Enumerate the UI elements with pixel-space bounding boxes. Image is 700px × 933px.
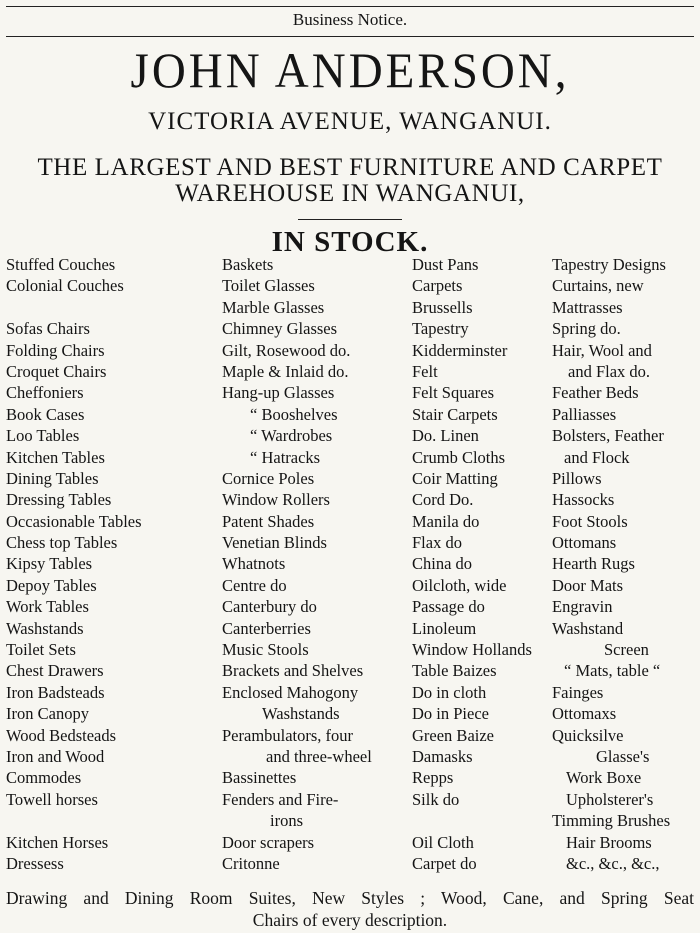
footer-line-1: Drawing and Dining Room Suites, New Styles ; Wood, Cane, and Spring Seat: [6, 888, 694, 908]
stock-item: Timming Brushes: [552, 811, 671, 831]
stock-item: Quicksilve: [552, 725, 624, 745]
stock-item: Music Stools: [222, 640, 309, 660]
stock-item: Colonial Couches: [6, 276, 124, 296]
stock-item: Door scrapers: [222, 832, 315, 852]
stock-item: Cheffoniers: [6, 383, 84, 403]
stock-item: Coir Matting: [412, 468, 498, 488]
stock-item: Linoleum: [412, 618, 477, 638]
stock-item: Engravin: [552, 597, 613, 617]
stock-column-2: [222, 254, 372, 874]
stock-item: Tapestry: [412, 319, 469, 339]
stock-item: Brussells: [412, 297, 473, 317]
stock-item: and three-wheel: [266, 746, 372, 766]
notice-rule: [6, 36, 694, 37]
stock-item: Mattrasses: [552, 297, 623, 317]
stock-item: Do. Linen: [412, 426, 479, 446]
stock-item: Kitchen Tables: [6, 447, 105, 467]
stock-item: Do in Piece: [412, 704, 489, 724]
stock-item: Perambulators, four: [222, 725, 354, 745]
stock-item: Washstand: [552, 618, 624, 638]
stock-item: Felt Squares: [412, 383, 495, 403]
stock-item: Hair Brooms: [566, 832, 652, 852]
stock-item: &c., &c., &c.,: [566, 853, 660, 873]
stock-item: Cornice Poles: [222, 468, 315, 488]
stock-item: Window Rollers: [222, 490, 330, 510]
stock-item: Stair Carpets: [412, 404, 498, 424]
stock-item: Damasks: [412, 746, 473, 766]
stock-item: Canterberries: [222, 618, 311, 638]
stock-item: Towell horses: [6, 789, 98, 809]
stock-item: Folding Chairs: [6, 340, 105, 360]
stock-item: Tapestry Designs: [552, 255, 666, 274]
stock-item: [6, 810, 142, 831]
stock-item: Green Baize: [412, 725, 494, 745]
stock-item: Cord Do.: [412, 490, 474, 510]
stock-item: Depoy Tables: [6, 575, 97, 595]
stock-item: Maple & Inlaid do.: [222, 361, 349, 381]
stock-item: Fenders and Fire-: [222, 789, 339, 809]
stock-item: Enclosed Mahogony: [222, 682, 359, 702]
stock-item: Hassocks: [552, 490, 615, 510]
stock-item: Commodes: [6, 768, 82, 788]
in-stock-heading: IN STOCK.: [271, 226, 429, 258]
stock-item: “ Hatracks: [250, 447, 321, 467]
stock-item: Baskets: [222, 255, 274, 274]
stock-item: Repps: [412, 768, 454, 788]
stock-item: Felt: [412, 361, 438, 381]
stock-item: irons: [270, 811, 303, 831]
stock-item: Wood Bedsteads: [6, 725, 117, 745]
stock-item: Marble Glasses: [222, 297, 325, 317]
stock-item: Kidderminster: [412, 340, 508, 360]
tagline-line-2: WAREHOUSE IN WANGANUI,: [175, 180, 525, 207]
stock-item: Oilcloth, wide: [412, 575, 507, 595]
stock-item: Hang-up Glasses: [222, 383, 335, 403]
stock-item: Toilet Sets: [6, 640, 76, 660]
stock-item: Kipsy Tables: [6, 554, 93, 574]
stock-item: Kitchen Horses: [6, 832, 109, 852]
stock-item: Washstands: [262, 704, 340, 724]
stock-item: Croquet Chairs: [6, 361, 107, 381]
stock-item: Ottomans: [552, 533, 617, 553]
stock-item: Table Baizes: [412, 661, 497, 681]
stock-item: Screen: [604, 640, 649, 660]
stock-item: Centre do: [222, 575, 287, 595]
stock-item: Chimney Glasses: [222, 319, 338, 339]
stock-item: Dressess: [6, 853, 64, 873]
stock-item: Bolsters, Feather: [552, 426, 664, 446]
stock-item: Dining Tables: [6, 468, 99, 488]
stock-item: Fainges: [552, 682, 604, 702]
stock-item: Carpet do: [412, 853, 477, 873]
stock-column-4: [552, 254, 670, 874]
stock-item: Palliasses: [552, 404, 617, 424]
stock-item: Washstands: [6, 618, 84, 638]
top-rule: [6, 6, 694, 7]
stock-item: Dressing Tables: [6, 490, 112, 510]
stock-item: [412, 810, 532, 831]
stock-item: Chess top Tables: [6, 533, 118, 553]
stock-item: Pillows: [552, 468, 602, 488]
stock-item: Window Hollands: [412, 640, 532, 660]
stock-item: Spring do.: [552, 319, 621, 339]
stock-item: Carpets: [412, 276, 463, 296]
stock-item: Critonne: [222, 853, 280, 873]
stock-item: Ottomaxs: [552, 704, 617, 724]
stock-item: Iron Canopy: [6, 704, 89, 724]
stock-column-3: [412, 254, 532, 874]
stock-item: Stuffed Couches: [6, 255, 116, 274]
stock-item: Glasse's: [596, 746, 650, 766]
stock-item: Whatnots: [222, 554, 286, 574]
stock-item: Dust Pans: [412, 255, 479, 274]
stock-item: [6, 297, 142, 318]
stock-item: Work Boxe: [566, 768, 642, 788]
stock-item: Chest Drawers: [6, 661, 104, 681]
stock-item: Upholsterer's: [566, 789, 654, 809]
merchant-address: VICTORIA AVENUE, WANGANUI.: [148, 108, 552, 135]
stock-item: and Flax do.: [568, 361, 651, 381]
stock-item: Gilt, Rosewood do.: [222, 340, 351, 360]
stock-item: Manila do: [412, 511, 480, 531]
stock-item: Brackets and Shelves: [222, 661, 364, 681]
stock-item: Feather Beds: [552, 383, 639, 403]
stock-item: Foot Stools: [552, 511, 628, 531]
merchant-name: JOHN ANDERSON,: [130, 43, 570, 99]
stock-item: Crumb Cloths: [412, 447, 506, 467]
stock-item: Flax do: [412, 533, 462, 553]
stock-item: Iron and Wood: [6, 746, 105, 766]
stock-item: Sofas Chairs: [6, 319, 90, 339]
stock-item: and Flock: [564, 447, 630, 467]
stock-item: “ Wardrobes: [250, 426, 333, 446]
tagline-line-1: THE LARGEST AND BEST FURNITURE AND CARPET: [37, 154, 663, 181]
footer-line-2: Chairs of every description.: [252, 910, 448, 930]
stock-item: Toilet Glasses: [222, 276, 315, 296]
stock-item: Canterbury do: [222, 597, 317, 617]
stock-item: Curtains, new: [552, 276, 644, 296]
stock-item: “ Mats, table “: [564, 661, 661, 681]
section-divider: [298, 219, 402, 220]
stock-item: Oil Cloth: [412, 832, 474, 852]
stock-item: “ Booshelves: [250, 404, 338, 424]
stock-item: Hair, Wool and: [552, 340, 652, 360]
stock-item: Occasionable Tables: [6, 511, 142, 531]
stock-item: Do in cloth: [412, 682, 487, 702]
stock-column-1: [6, 254, 142, 874]
stock-item: Hearth Rugs: [552, 554, 635, 574]
stock-item: Silk do: [412, 789, 460, 809]
stock-item: Passage do: [412, 597, 485, 617]
stock-item: Loo Tables: [6, 426, 80, 446]
stock-item: Work Tables: [6, 597, 89, 617]
stock-item: Door Mats: [552, 575, 624, 595]
business-notice-heading: Business Notice.: [292, 10, 408, 29]
stock-item: Iron Badsteads: [6, 682, 105, 702]
stock-item: Book Cases: [6, 404, 85, 424]
stock-item: Patent Shades: [222, 511, 315, 531]
stock-item: Venetian Blinds: [222, 533, 327, 553]
stock-item: China do: [412, 554, 473, 574]
stock-item: Bassinettes: [222, 768, 297, 788]
